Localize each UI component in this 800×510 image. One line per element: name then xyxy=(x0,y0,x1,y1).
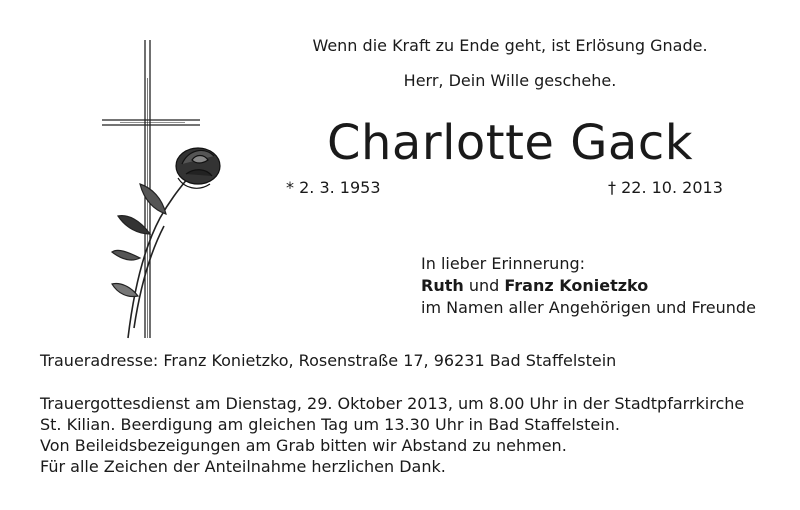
death-date: † 22. 10. 2013 xyxy=(608,178,723,197)
service-details xyxy=(40,393,780,477)
names-conjunction: und xyxy=(463,276,505,295)
in-memory-intro: In lieber Erinnerung: xyxy=(421,254,586,273)
service-line-1: Trauergottesdienst am Dienstag, 29. Oktober 2013, um 8.00 Uhr in der Stadtpfarrkirche xyxy=(40,394,745,413)
mourners-names xyxy=(421,275,756,297)
in-memory-block xyxy=(421,253,756,319)
mourners-family: im Namen aller Angehörigen und Freunde xyxy=(421,298,756,317)
birth-date: * 2. 3. 1953 xyxy=(286,178,381,197)
quote-line-1: Wenn die Kraft zu Ende geht, ist Erlösung Gnade. xyxy=(312,36,708,55)
mourning-address: Traueradresse: Franz Konietzko, Rosenstraße 17, 96231 Bad Staffelstein xyxy=(40,351,617,370)
service-line-2: St. Kilian. Beerdigung am gleichen Tag um 13.30 Uhr in Bad Staffelstein. xyxy=(40,415,620,434)
service-line-3: Von Beileidsbezeigungen am Grab bitten wir Abstand zu nehmen. xyxy=(40,436,567,455)
mourner-name-2: Franz Konietzko xyxy=(504,276,649,295)
deceased-name: Charlotte Gack xyxy=(326,115,693,171)
quote-line-2: Herr, Dein Wille geschehe. xyxy=(403,71,617,90)
mourner-name-1: Ruth xyxy=(421,276,464,295)
cross-with-rose-icon xyxy=(100,38,230,348)
service-line-4: Für alle Zeichen der Anteilnahme herzlichen Dank. xyxy=(40,457,446,476)
